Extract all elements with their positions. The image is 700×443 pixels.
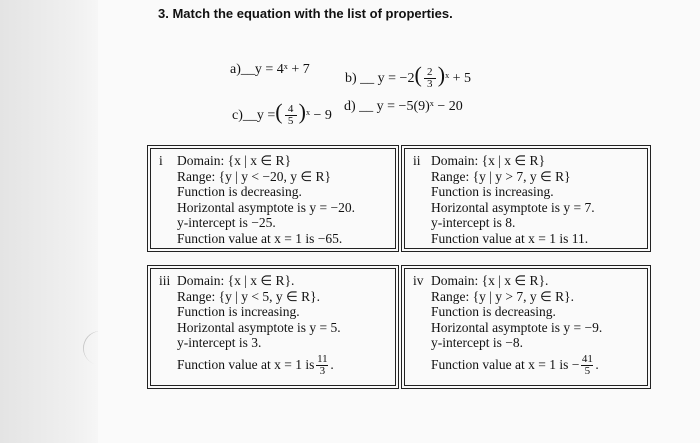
box-ii-domain-line	[413, 153, 641, 169]
box-iii-intercept: y-intercept is 3.	[177, 335, 262, 350]
box-iii-behavior: Function is increasing.	[177, 304, 300, 319]
equation-c-tail: ˣ − 9	[305, 108, 332, 123]
box-iv-value-num: 41	[581, 352, 593, 365]
equation-c-frac-num: 4	[287, 103, 294, 116]
box-i-intercept: y-intercept is −25.	[177, 215, 276, 230]
page-shadow	[0, 0, 98, 443]
equation-b-close-paren: )	[437, 62, 446, 87]
box-iii-value	[159, 354, 389, 377]
equation-a: a)__y = 4ˣ + 7	[230, 62, 310, 77]
box-iv-domain: Domain: {x | x ∈ R}.	[431, 273, 549, 288]
property-box-ii	[404, 148, 648, 249]
property-box-iii	[150, 268, 396, 386]
box-iii-value-suffix: .	[330, 357, 334, 373]
box-iv-asymptote: Horizontal asymptote is y = −9.	[431, 319, 603, 335]
box-ii-value: Function value at x = 1 is 11.	[431, 230, 589, 246]
equation-b-fraction	[424, 67, 436, 90]
box-iv-behavior: Function is decreasing.	[431, 304, 556, 319]
equation-b	[345, 62, 471, 90]
box-i-number: i	[159, 153, 163, 168]
box-iv-value-den: 5	[584, 364, 591, 377]
equation-b-tail: ˣ + 5	[445, 71, 472, 86]
box-iii-domain: Domain: {x | x ∈ R}.	[177, 273, 295, 288]
equation-d: d) __ y = −5(9)ˣ − 20	[344, 99, 463, 114]
question-title: 3. Match the equation with the list of properties.	[158, 6, 453, 21]
box-iv-domain-line	[413, 273, 641, 289]
box-iv-range: Range: {y | y > 7, y ∈ R}.	[431, 288, 575, 304]
equation-c-lead: c)__y =	[232, 108, 276, 123]
box-ii-number: ii	[413, 153, 421, 168]
box-i-range: Range: {y | y < −20, y ∈ R}	[177, 168, 332, 184]
equation-b-frac-num: 2	[427, 66, 433, 79]
box-iii-range: Range: {y | y < 5, y ∈ R}.	[177, 288, 321, 304]
box-iv-value-suffix: .	[595, 357, 599, 373]
equation-c-fraction	[285, 104, 297, 127]
box-iii-value-num: 11	[317, 352, 328, 365]
box-i-behavior: Function is decreasing.	[177, 184, 302, 199]
box-ii-intercept: y-intercept is 8.	[431, 215, 516, 230]
property-box-iv	[404, 268, 648, 386]
box-iv-intercept: y-intercept is −8.	[431, 335, 523, 350]
equation-c-frac-den: 5	[287, 115, 294, 128]
equation-c-open-paren: (	[275, 99, 283, 124]
equation-b-lead: b) __ y = −2	[345, 71, 415, 86]
box-iv-number: iv	[413, 273, 424, 288]
box-iii-value-den: 3	[319, 364, 326, 377]
box-i-value: Function value at x = 1 is −65.	[177, 230, 343, 246]
box-iii-value-fraction	[316, 354, 328, 377]
box-iv-value	[413, 354, 641, 377]
box-iv-value-fraction	[581, 354, 593, 377]
box-iii-asymptote: Horizontal asymptote is y = 5.	[177, 319, 341, 335]
equation-c-close-paren: )	[298, 99, 306, 124]
box-ii-behavior: Function is increasing.	[431, 184, 554, 199]
box-i-domain-line	[159, 153, 389, 169]
box-iii-domain-line	[159, 273, 389, 289]
box-ii-range: Range: {y | y > 7, y ∈ R}	[431, 168, 571, 184]
box-i-domain: Domain: {x | x ∈ R}	[177, 153, 292, 168]
box-iii-number: iii	[159, 273, 171, 288]
equation-b-open-paren: (	[414, 62, 422, 87]
property-box-i	[150, 148, 396, 249]
equation-c	[232, 99, 332, 127]
box-i-asymptote: Horizontal asymptote is y = −20.	[177, 199, 355, 215]
box-ii-asymptote: Horizontal asymptote is y = 7.	[431, 199, 595, 215]
equation-b-frac-den: 3	[427, 78, 433, 91]
box-iv-value-prefix: Function value at x = 1 is −	[431, 357, 580, 373]
box-ii-domain: Domain: {x | x ∈ R}	[431, 153, 546, 168]
box-iii-value-prefix: Function value at x = 1 is	[177, 357, 315, 373]
